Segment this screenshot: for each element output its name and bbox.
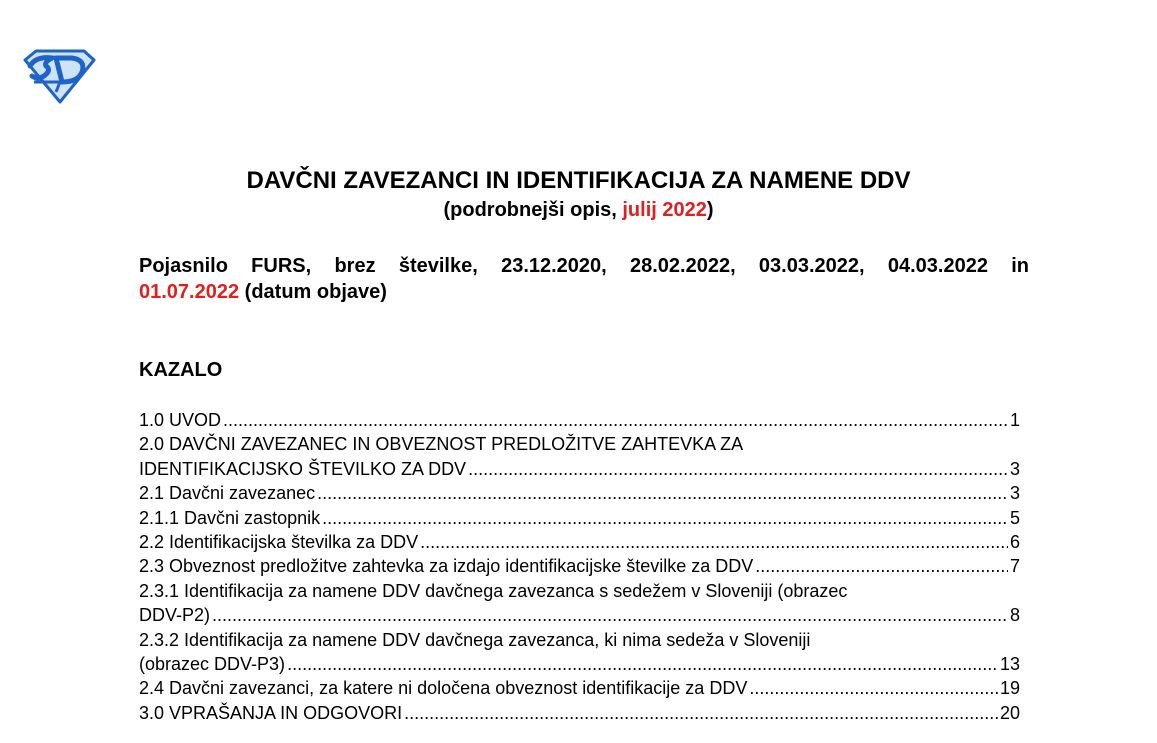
lead-line-2 (139, 279, 1029, 305)
toc-leader (404, 701, 998, 725)
toc-entry-text: DDV-P2) (139, 605, 211, 626)
toc-entry-text: 2.0 DAVČNI ZAVEZANEC IN OBVEZNOST PREDLOŽITVE ZAHTEVKA ZA (139, 434, 744, 455)
toc-entry-text: IDENTIFIKACIJSKO ŠTEVILKO ZA DDV (139, 458, 467, 479)
toc-leader (322, 506, 1008, 530)
table-of-contents (139, 408, 1020, 725)
toc-entry-7-line-2[interactable] (139, 603, 1020, 627)
toc-entry-page: 3 (1009, 483, 1020, 504)
lead-tail: (datum objave) (239, 281, 387, 303)
toc-entry-8-line-2[interactable] (139, 652, 1020, 676)
toc-entry-text: 2.1.1 Davčni zastopnik (139, 507, 321, 528)
page-title: DAVČNI ZAVEZANCI IN IDENTIFIKACIJA ZA NAMENE DDV (246, 167, 911, 194)
toc-entry-text: 2.4 Davčni zavezanci, za katere ni določena obveznost identifikacije za DDV (139, 678, 748, 699)
toc-entry-2-line-1[interactable] (139, 432, 1020, 456)
toc-entry-text: 2.3.1 Identifikacija za namene DDV davčnega zavezanca s sedežem v Sloveniji (obrazec (139, 580, 848, 601)
toc-entry-page: 20 (999, 702, 1020, 723)
lead-line-1: Pojasnilo FURS, brez številke, 23.12.2020, 28.02.2022, 03.03.2022, 04.03.2022 in (139, 255, 1029, 277)
lead-paragraph (139, 253, 1029, 305)
toc-heading: KAZALO (139, 359, 223, 381)
page-subtitle (0, 197, 1157, 223)
toc-entry-10[interactable] (139, 701, 1020, 725)
toc-entry-5[interactable] (139, 530, 1020, 554)
toc-entry-2-line-2[interactable] (139, 457, 1020, 481)
toc-entry-page: 3 (1009, 458, 1020, 479)
toc-entry-page: 6 (1009, 531, 1020, 552)
toc-entry-page: 7 (1009, 556, 1020, 577)
toc-entry-6[interactable] (139, 554, 1020, 578)
toc-entry-page: 5 (1009, 507, 1020, 528)
logo-icon (22, 46, 96, 104)
toc-leader (420, 530, 1008, 554)
toc-leader (317, 481, 1008, 505)
toc-entry-text: 2.3 Obveznost predložitve zahtevka za izdajo identifikacijske številke za DDV (139, 556, 754, 577)
toc-entry-page: 19 (999, 678, 1020, 699)
toc-leader (223, 408, 1008, 432)
toc-entry-text: (obrazec DDV-P3) (139, 653, 286, 674)
subtitle-open: (podrobnejši opis, (443, 199, 623, 221)
toc-entry-page: 1 (1009, 410, 1020, 430)
toc-entry-text: 2.2 Identifikacijska številka za DDV (139, 531, 419, 552)
lead-date: 01.07.2022 (139, 281, 240, 303)
toc-entry-text: 2.3.2 Identifikacija za namene DDV davčnega zavezanca, ki nima sedeža v Sloveniji (139, 629, 811, 650)
toc-entry-text: 2.1 Davčni zavezanec (139, 483, 316, 504)
subtitle-date: julij 2022 (622, 199, 707, 221)
subtitle-close: ) (706, 199, 714, 221)
toc-entry-1[interactable] (139, 408, 1020, 432)
toc-leader (468, 457, 1008, 481)
toc-leader (287, 652, 998, 676)
toc-entry-text: 3.0 VPRAŠANJA IN ODGOVORI (139, 702, 403, 723)
toc-entry-text: 1.0 UVOD (139, 410, 222, 430)
toc-entry-7-line-1[interactable] (139, 579, 1020, 603)
toc-leader (749, 676, 998, 700)
toc-entry-page: 8 (1009, 605, 1020, 626)
toc-entry-4[interactable] (139, 506, 1020, 530)
toc-entry-8-line-1[interactable] (139, 628, 1020, 652)
toc-entry-page: 13 (999, 653, 1020, 674)
toc-leader (755, 554, 1008, 578)
toc-leader (212, 603, 1008, 627)
toc-entry-3[interactable] (139, 481, 1020, 505)
toc-entry-9[interactable] (139, 676, 1020, 700)
